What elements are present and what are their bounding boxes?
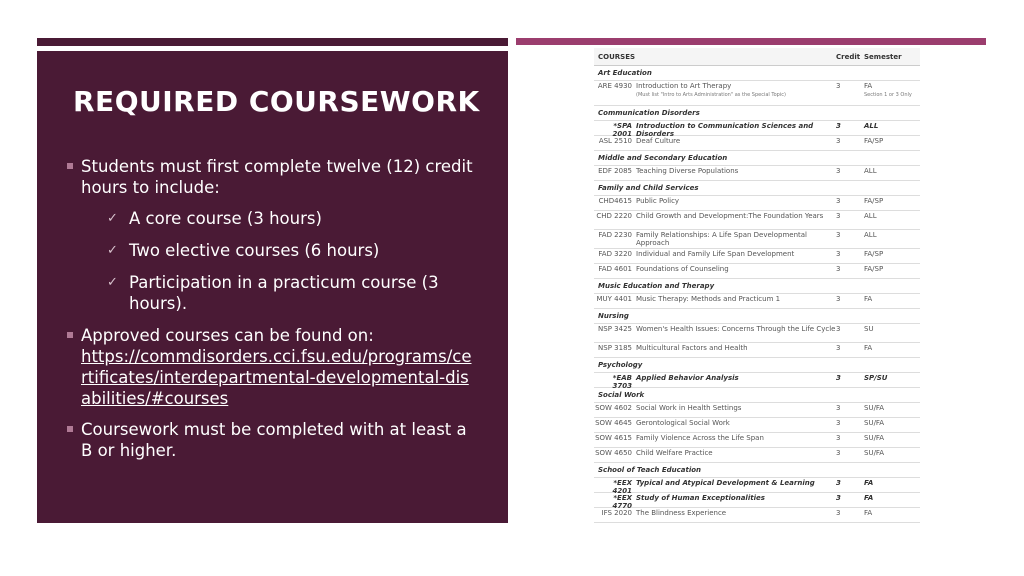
table-row xyxy=(594,373,920,388)
top-accent-bar-dark xyxy=(37,38,508,46)
courses-link[interactable]: https://commdisorders.cci.fsu.edu/programs/certificates/interdepartmental-developmental-disabilities/#courses xyxy=(81,347,472,408)
section-header: Middle and Secondary Education xyxy=(594,151,920,166)
course-credit: 3 xyxy=(836,197,841,205)
course-code: *SPA 2001 xyxy=(612,122,632,138)
table-header xyxy=(594,48,920,66)
bullet-list xyxy=(67,156,477,471)
course-semester-cell xyxy=(864,122,920,130)
course-title: Study of Human Exceptionalities xyxy=(636,494,765,502)
course-semester: FA/SP xyxy=(864,250,884,258)
course-semester-cell xyxy=(864,404,920,412)
table-row xyxy=(594,403,920,418)
section-header: Music Education and Therapy xyxy=(594,279,920,294)
course-semester: FA xyxy=(864,295,873,303)
slide-title: REQUIRED COURSEWORK xyxy=(73,85,480,118)
course-title: Introduction to Art Therapy xyxy=(636,82,732,90)
course-title: Individual and Family Life Span Development xyxy=(636,250,795,258)
course-semester-cell xyxy=(864,197,920,205)
course-title-cell xyxy=(636,82,836,98)
course-code: FAD 2230 xyxy=(598,231,632,239)
header-credit: Credit xyxy=(836,52,861,61)
table-row xyxy=(594,121,920,136)
course-credit: 3 xyxy=(836,265,841,273)
course-code: CHD 2220 xyxy=(596,212,632,220)
course-semester-cell xyxy=(864,479,920,487)
course-semester-cell xyxy=(864,250,920,258)
table-row xyxy=(594,448,920,463)
course-code: SOW 4645 xyxy=(595,419,632,427)
course-code: FAD 3220 xyxy=(598,250,632,258)
course-title: Teaching Diverse Populations xyxy=(636,167,739,175)
course-semester: FA xyxy=(864,82,873,90)
course-credit: 3 xyxy=(836,494,841,502)
checkmark-icon: ✓ xyxy=(107,243,118,258)
course-title-cell xyxy=(636,434,836,442)
course-title: Multicultural Factors and Health xyxy=(636,344,748,352)
course-semester: FA/SP xyxy=(864,197,884,205)
top-accent-bar-light xyxy=(516,38,986,45)
table-row xyxy=(594,324,920,343)
bullet-item xyxy=(67,325,477,409)
course-semester: FA/SP xyxy=(864,265,884,273)
course-title: Typical and Atypical Development & Learning xyxy=(636,479,815,487)
course-code: ASL 2510 xyxy=(598,137,632,145)
table-row xyxy=(594,508,920,523)
course-title-cell xyxy=(636,494,836,502)
course-semester-cell xyxy=(864,82,920,98)
section-header: Family and Child Services xyxy=(594,181,920,196)
course-semester: SU/FA xyxy=(864,449,885,457)
course-code: CHD4615 xyxy=(598,197,632,205)
course-title: Women's Health Issues: Concerns Through the Life Cycle xyxy=(636,325,836,333)
course-title: Child Growth and Development:The Foundation Years xyxy=(636,212,824,220)
course-semester: FA xyxy=(864,509,873,517)
table-row xyxy=(594,211,920,230)
course-credit: 3 xyxy=(836,82,841,90)
course-semester: FA xyxy=(864,494,874,502)
sub-bullet-text: Participation in a practicum course (3 hours). xyxy=(129,273,439,313)
course-code: FAD 4601 xyxy=(598,265,632,273)
course-credit: 3 xyxy=(836,404,841,412)
course-code: IFS 2020 xyxy=(601,509,632,517)
semester-note: Section 1 or 3 Only xyxy=(864,92,912,98)
course-title-cell xyxy=(636,231,836,247)
table-row xyxy=(594,433,920,448)
course-semester-cell xyxy=(864,212,920,220)
checkmark-icon: ✓ xyxy=(107,211,118,226)
bullet-text: Approved courses can be found on: xyxy=(81,326,374,345)
table-row xyxy=(594,264,920,279)
course-title: Family Violence Across the Life Span xyxy=(636,434,764,442)
course-code: SOW 4615 xyxy=(595,434,632,442)
section-header: Art Education xyxy=(594,66,920,81)
course-code: *EEX 4770 xyxy=(612,494,632,510)
content-panel xyxy=(37,51,508,523)
sub-bullet-item xyxy=(67,240,477,261)
table-row xyxy=(594,230,920,249)
course-credit: 3 xyxy=(836,434,841,442)
course-credit: 3 xyxy=(836,479,841,487)
table-row xyxy=(594,294,920,309)
course-credit: 3 xyxy=(836,344,841,352)
square-bullet-icon xyxy=(67,426,73,432)
course-semester: FA/SP xyxy=(864,137,884,145)
course-semester-cell xyxy=(864,509,920,517)
course-title-cell xyxy=(636,122,836,138)
course-credit: 3 xyxy=(836,137,841,145)
course-title-cell xyxy=(636,344,836,352)
course-semester: FA xyxy=(864,344,873,352)
course-title-cell xyxy=(636,449,836,457)
course-credit: 3 xyxy=(836,295,841,303)
table-row xyxy=(594,249,920,264)
course-credit: 3 xyxy=(836,419,841,427)
course-title-cell xyxy=(636,509,836,517)
section-header: Communication Disorders xyxy=(594,106,920,121)
course-credit: 3 xyxy=(836,509,841,517)
course-semester: SP/SU xyxy=(864,374,888,382)
section-header: School of Teach Education xyxy=(594,463,920,478)
course-semester: ALL xyxy=(864,167,877,175)
course-note: (Must list "Intro to Arts Administration" as the Special Topic) xyxy=(636,92,786,98)
course-credit: 3 xyxy=(836,374,841,382)
table-row xyxy=(594,343,920,358)
course-credit: 3 xyxy=(836,167,841,175)
course-credit: 3 xyxy=(836,231,841,239)
course-semester-cell xyxy=(864,494,920,502)
course-title-cell xyxy=(636,419,836,427)
course-title-cell xyxy=(636,325,836,333)
course-semester-cell xyxy=(864,449,920,457)
course-title: Foundations of Counseling xyxy=(636,265,729,273)
course-code: ARE 4930 xyxy=(597,82,632,90)
course-code: NSP 3185 xyxy=(598,344,632,352)
course-title-cell xyxy=(636,265,836,273)
course-title-cell xyxy=(636,295,836,303)
course-title: Public Policy xyxy=(636,197,680,205)
course-title-cell xyxy=(636,197,836,205)
course-title-cell xyxy=(636,479,836,487)
course-semester: SU/FA xyxy=(864,404,885,412)
bullet-text: Coursework must be completed with at least a B or higher. xyxy=(81,420,467,460)
course-title-cell xyxy=(636,167,836,175)
table-row xyxy=(594,196,920,211)
course-credit: 3 xyxy=(836,325,841,333)
course-code: SOW 4650 xyxy=(595,449,632,457)
course-title: Music Therapy: Methods and Practicum 1 xyxy=(636,295,781,303)
course-semester: ALL xyxy=(864,122,879,130)
course-semester-cell xyxy=(864,344,920,352)
course-title: Social Work in Health Settings xyxy=(636,404,742,412)
course-semester: SU/FA xyxy=(864,434,885,442)
table-row xyxy=(594,166,920,181)
table-row xyxy=(594,418,920,433)
section-header: Psychology xyxy=(594,358,920,373)
course-semester: SU xyxy=(864,325,874,333)
course-credit: 3 xyxy=(836,449,841,457)
course-semester: ALL xyxy=(864,231,877,239)
course-title-cell xyxy=(636,374,836,382)
course-semester-cell xyxy=(864,419,920,427)
course-semester-cell xyxy=(864,434,920,442)
course-code: *EAB 3703 xyxy=(612,374,632,390)
course-title: Applied Behavior Analysis xyxy=(636,374,739,382)
course-code: MUY 4401 xyxy=(596,295,632,303)
bullet-item xyxy=(67,156,477,198)
header-courses: COURSES xyxy=(598,52,636,61)
header-semester: Semester xyxy=(864,52,902,61)
table-row xyxy=(594,478,920,493)
section-header: Nursing xyxy=(594,309,920,324)
course-title: Gerontological Social Work xyxy=(636,419,730,427)
course-title: Introduction to Communication Sciences and Disorders xyxy=(636,122,814,138)
course-semester-cell xyxy=(864,137,920,145)
course-semester-cell xyxy=(864,295,920,303)
bullet-text: Students must first complete twelve (12) credit hours to include: xyxy=(81,157,473,197)
square-bullet-icon xyxy=(67,163,73,169)
table-row xyxy=(594,493,920,508)
square-bullet-icon xyxy=(67,332,73,338)
sub-bullet-item xyxy=(67,208,477,229)
course-code: *EEX 4201 xyxy=(612,479,632,495)
course-code: SOW 4602 xyxy=(595,404,632,412)
table-body xyxy=(594,66,920,523)
course-semester-cell xyxy=(864,265,920,273)
course-title-cell xyxy=(636,250,836,258)
course-semester: FA xyxy=(864,479,874,487)
course-credit: 3 xyxy=(836,212,841,220)
course-title-cell xyxy=(636,137,836,145)
course-semester: SU/FA xyxy=(864,419,885,427)
course-title: Family Relationships: A Life Span Developmental Approach xyxy=(636,231,808,247)
course-title-cell xyxy=(636,404,836,412)
course-title: Child Welfare Practice xyxy=(636,449,713,457)
course-code: NSP 3425 xyxy=(598,325,632,333)
checkmark-icon: ✓ xyxy=(107,275,118,290)
course-code: EDF 2085 xyxy=(598,167,632,175)
sub-bullet-text: Two elective courses (6 hours) xyxy=(129,241,380,260)
course-title: The Blindness Experience xyxy=(636,509,727,517)
course-semester-cell xyxy=(864,325,920,333)
table-row xyxy=(594,81,920,106)
section-header: Social Work xyxy=(594,388,920,403)
course-table xyxy=(594,48,920,523)
course-credit: 3 xyxy=(836,122,841,130)
course-title: Deaf Culture xyxy=(636,137,681,145)
sub-bullet-item xyxy=(67,272,477,314)
bullet-item xyxy=(67,419,477,461)
sub-bullet-text: A core course (3 hours) xyxy=(129,209,322,228)
course-semester: ALL xyxy=(864,212,877,220)
course-title-cell xyxy=(636,212,836,220)
course-credit: 3 xyxy=(836,250,841,258)
course-semester-cell xyxy=(864,167,920,175)
table-row xyxy=(594,136,920,151)
course-semester-cell xyxy=(864,374,920,382)
course-semester-cell xyxy=(864,231,920,239)
